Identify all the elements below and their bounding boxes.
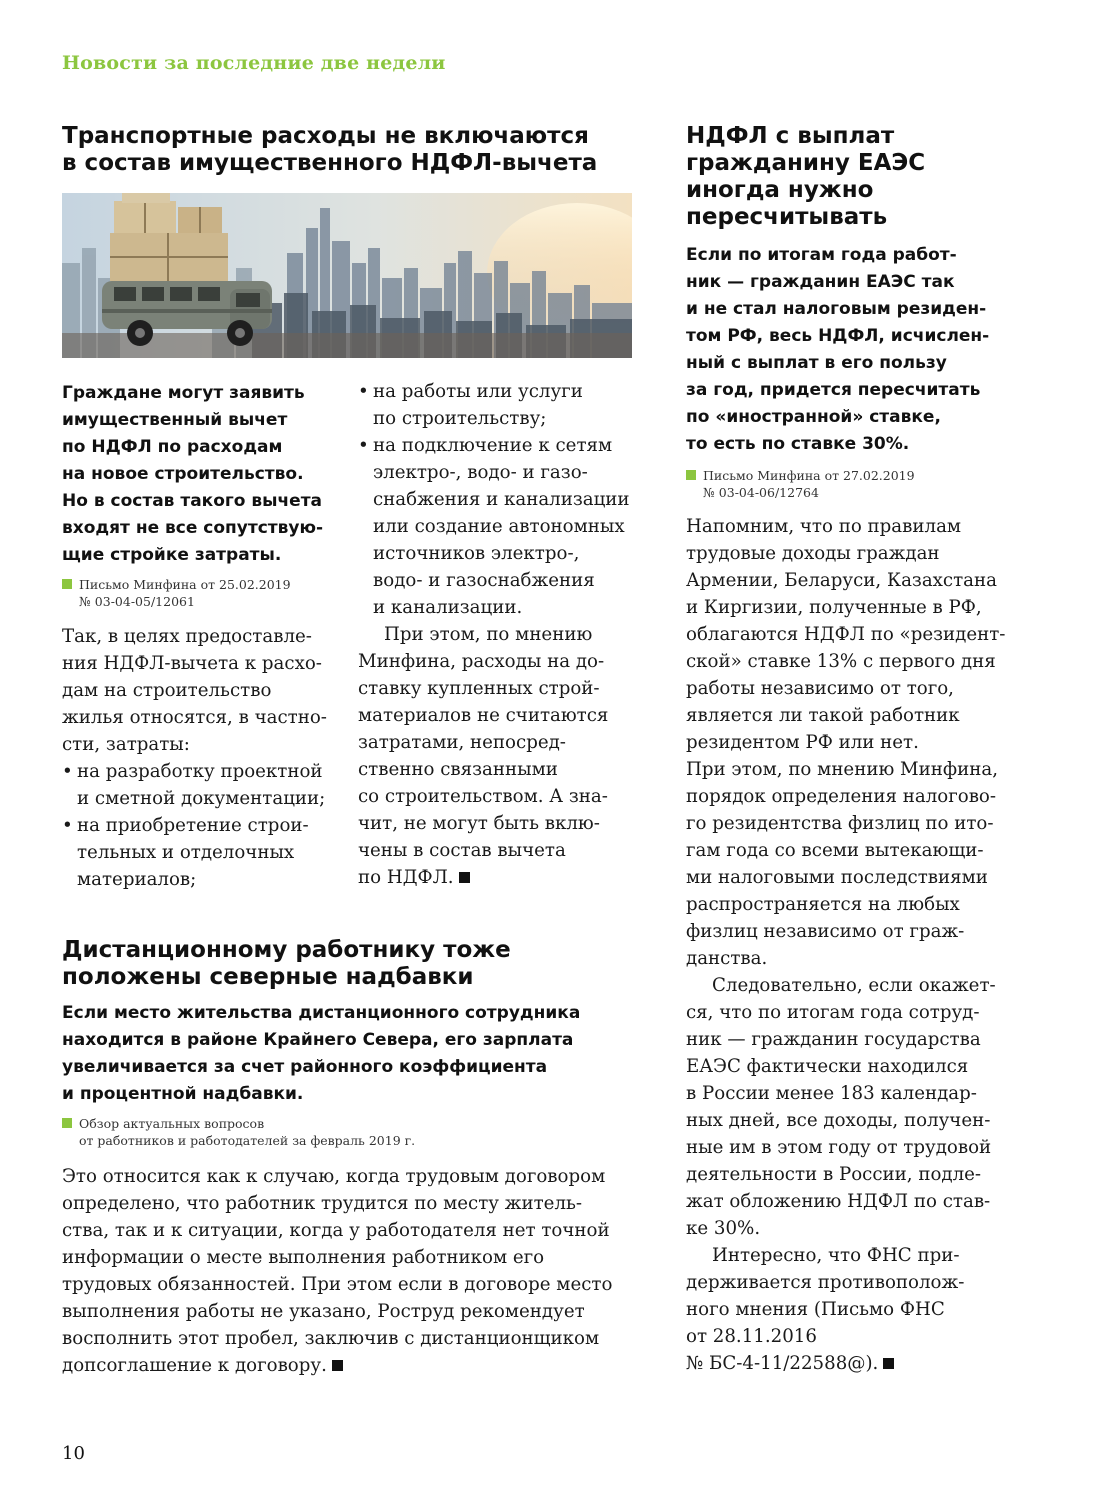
article1-source: Письмо Минфина от 25.02.2019 № 03-04-05/12061	[62, 576, 352, 610]
article1-body-left: Так, в целях предоставле- ния НДФЛ-вычета к расхо- дам на строительство жилья относятся, в частно- сти, затраты: • на разработку проектной и сметной документации; • на приобретение строи- тельных и отделочных материалов;	[62, 623, 352, 893]
article3-body: Напомним, что по правилам трудовые доходы граждан Армении, Беларуси, Казахстана и Киргизии, полученные в РФ, облагаются НДФЛ по «резидент- ской» ставке 13% с первого дня работы независимо от того, является ли такой работник резидентом РФ или нет. При этом, по мнению Минфина, порядок определения налогово- го резидентства физлиц по ито- гам года со всеми вытекающи- ми налоговыми последствиями распространяется на любых физлиц независимо от граж- данства. Следовательно, если окажет- ся, что по итогам года сотруд- ник — гражданин государства ЕАЭС фактически находился в России менее 183 календар- ных дней, все доходы, получен- ные им в этом году от трудовой деятельности в России, подле- жат обложению НДФЛ по став- ке 30%. Интересно, что ФНС при- держивается противополож- ного мнения (Письмо ФНС от 28.11.2016 № БС-4-11/22588@).	[686, 516, 1006, 1374]
end-of-article-icon	[332, 1360, 343, 1371]
end-of-article-icon	[883, 1358, 894, 1369]
article1-title: Транспортные расходы не включаются в состав имущественного НДФЛ-вычета	[62, 123, 598, 176]
list-item: • на разработку проектной и сметной документации;	[62, 758, 352, 812]
page-number: 10	[62, 1443, 85, 1464]
article2-title: Дистанционному работнику тоже положены северные надбавки	[62, 937, 511, 990]
article1-conclusion: При этом, по мнению Минфина, расходы на до- ставку купленных строй- материалов не считаются затратами, непосред- ственно связанными со строительством. А зна- чит, не могут быть вклю- чены в состав вычета по НДФЛ.	[358, 624, 609, 888]
section-header: Новости за последние две недели	[62, 52, 446, 74]
green-square-icon	[62, 579, 72, 589]
article3-lead: Если по итогам года работ- ник — гражданин ЕАЭС так и не стал налоговым резиден- том РФ, весь НДФЛ, исчислен- ный с выплат в его пользу за год, придется пересчитать по «иностранной» ставке, то есть по ставке 30%.	[686, 245, 990, 454]
end-of-article-icon	[459, 872, 470, 883]
article2-lead: Если место жительства дистанционного сотрудника находится в районе Крайнего Севера, его зарплата увеличивается за счет районного коэффициента и процентной надбавки.	[62, 1003, 581, 1104]
article3-source: Письмо Минфина от 27.02.2019 № 03-04-06/12764	[686, 467, 1046, 501]
article1-photo	[62, 193, 632, 358]
article3-title: НДФЛ с выплат гражданину ЕАЭС иногда нужно пересчитывать	[686, 123, 926, 230]
article1-lead: Граждане могут заявить имущественный вычет по НДФЛ по расходам на новое строительство. Но в состав такого вычета входят не все сопутствую- щие стройке затраты.	[62, 383, 324, 565]
green-square-icon	[62, 1118, 72, 1128]
article2-source: Обзор актуальных вопросов от работников и работодателей за февраль 2019 г.	[62, 1115, 642, 1149]
article1-bullet-list-left	[62, 758, 352, 893]
green-square-icon	[686, 470, 696, 480]
city-van-photo	[62, 193, 632, 358]
list-item: • на работы или услуги по строительству;	[358, 378, 643, 432]
list-item: • на подключение к сетям электро-, водо- и газо- снабжения и канализации или создание автономных источников электро-, водо- и газоснабжения и канализации.	[358, 432, 643, 621]
article2-body: Это относится как к случаю, когда трудовым договором определено, что работник трудится по месту житель- ства, так и к ситуации, когда у работодателя нет точной информации о месте выполнения работником его трудовых обязанностей. При этом если в договоре место выполнения работы не указано, Роструд рекомендует восполнить этот пробел, заключив с дистанционщиком допсоглашение к договору.	[62, 1166, 613, 1376]
article1-body-right	[358, 378, 643, 891]
list-item: • на приобретение строи- тельных и отделочных материалов;	[62, 812, 352, 893]
article1-bullet-list-right	[358, 378, 643, 621]
